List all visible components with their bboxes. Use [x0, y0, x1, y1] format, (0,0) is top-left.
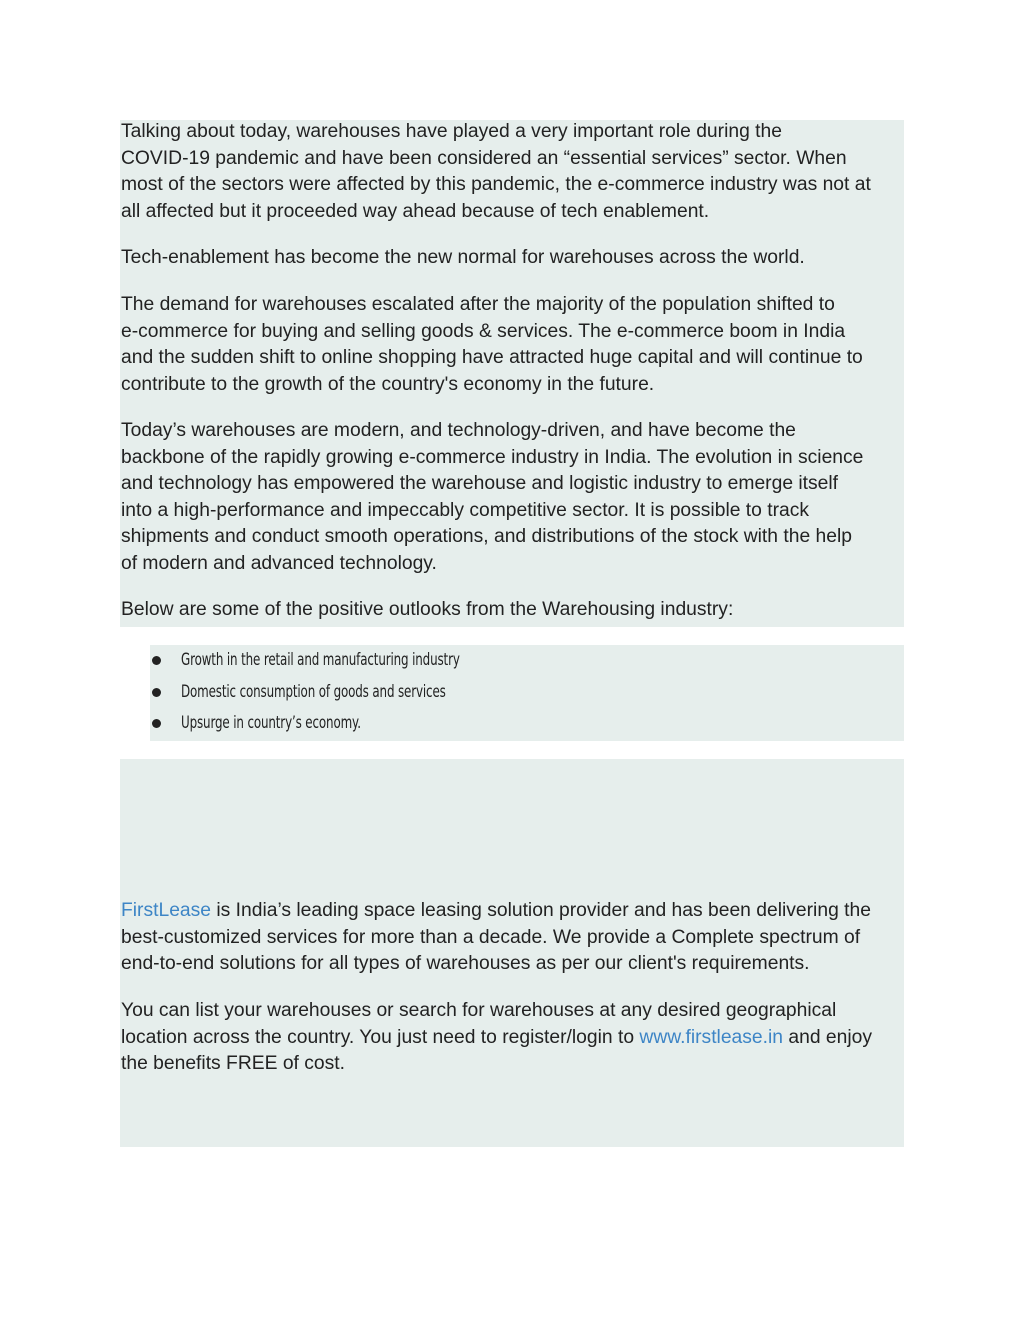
register-paragraph	[121, 998, 911, 1078]
intro-paragraph-covid: Talking about today, warehouses have played a very important role during the COVID-19 pandemic and have been considered an “essential services” sector. When most of the sectors were affected by this pandemic, the e-commerce industry was not at all affected but it proceeded way ahead because of tech enablement.	[121, 121, 871, 222]
list-item-text: Upsurge in country’s economy.	[181, 713, 361, 733]
bullet-icon	[152, 656, 161, 665]
outlooks-heading: Below are some of the positive outlooks from the Warehousing industry:	[121, 599, 734, 620]
firstlease-paragraph	[121, 898, 911, 978]
firstlease-link[interactable]: FirstLease	[121, 900, 212, 921]
bullet-icon	[152, 719, 161, 728]
intro-paragraph-demand: The demand for warehouses escalated after the majority of the population shifted to e-commerce for buying and selling goods & services. The e-commerce boom in India and the sudden shift to online shopping have attracted huge capital and will continue to contribute to the growth of the country's economy in the future.	[121, 294, 863, 395]
list-item	[150, 677, 904, 709]
firstlease-paragraph-text: is India’s leading space leasing solution provider and has been delivering the best-customized services for more than a decade. We provide a Complete spectrum of end-to-end solutions for all types of warehouses as per our client's requirements.	[121, 900, 871, 974]
list-item	[150, 708, 904, 740]
bullet-icon	[152, 688, 161, 697]
list-item	[150, 645, 904, 677]
website-link[interactable]: www.firstlease.in	[639, 1026, 784, 1048]
list-item-text: Domestic consumption of goods and services	[181, 681, 446, 702]
list-item-text: Growth in the retail and manufacturing industry	[181, 650, 460, 670]
intro-paragraph-tech: Tech-enablement has become the new normal for warehouses across the world.	[121, 247, 805, 268]
outlooks-list	[150, 645, 904, 740]
register-paragraph-text: You can list your warehouses or search for warehouses at any desired geographical location across the country. You just need to register/login to	[121, 1000, 837, 1048]
intro-paragraph-modern: Today’s warehouses are modern, and technology-driven, and have become the backbone of the rapidly growing e-commerce industry in India. The evolution in science and technology has empowered the warehouse and logistic industry to emerge itself into a high-performance and impeccably competitive sector. It is possible to track shipments and conduct smooth operations, and distributions of the stock with the help of modern and advanced technology.	[121, 420, 864, 574]
register-paragraph-end: and enjoy the benefits FREE of cost.	[121, 1026, 872, 1074]
